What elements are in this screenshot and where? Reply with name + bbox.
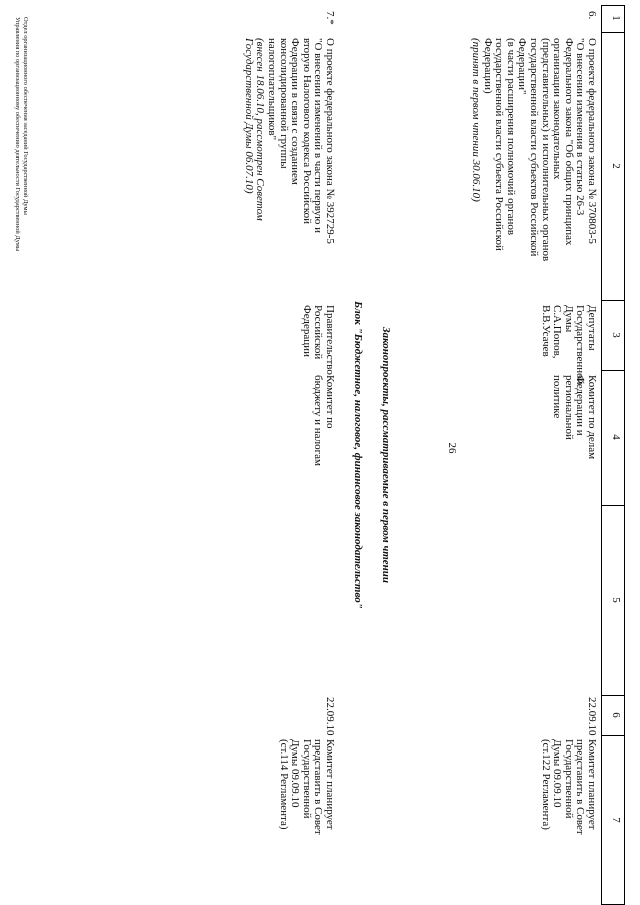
page-number: 26	[446, 442, 458, 454]
document-page	[0, 5, 625, 905]
block-heading: Блок "Бюджетное, налоговое, финансовое законодательство"	[352, 301, 364, 609]
row-7-initiator: Правительство Российской Федерации	[300, 305, 336, 375]
section-heading: Законопроекты, рассматриваемые в первом чтении	[380, 327, 392, 583]
footer-line-2: Управления по организационному обеспечению деятельности Государственной Думы	[14, 17, 21, 252]
row-6-initiator: Депутаты Государственной Думы С.А.Попов, В.В.Усачев	[539, 305, 598, 385]
row-7-bill-title: О проекте федерального закона № 392729-5 "О внесении изменений в части первую и вторую Налогового кодекса Российской Федерации в связи с созданием консолидированной группы налогоплательщиков" (внесен 18.06.10, рассмотрен Советом Государственной Думы 06.07.10)	[242, 38, 336, 244]
row-7-number: 7.*	[324, 11, 336, 25]
footer-line-1: Отдел организационного обеспечения заседаний Государственной Думы	[22, 17, 29, 215]
row-6-remark: Комитет планирует представить в Совет Государственной Думы 09.09.10 (ст.122 Регламента)	[539, 739, 598, 835]
row-7-bill-note-2: Государственной Думы 06.07.10)	[242, 38, 255, 194]
row-7-date: 22.09.10	[324, 697, 336, 736]
row-6-committee: Комитет по делам Федерации и региональной политике	[551, 375, 598, 460]
row-6-date: 22.09.10	[586, 697, 598, 736]
column-number-7: 7	[610, 817, 622, 823]
row-6-bill-title: О проекте федерального закона № 370803-5 "О внесении изменения в статью 26-3 Федерального закона "Об общих принципах организации законодательных (представительных) и исполнительных органов государственной власти субъектов Российской Федерации" (в части расширения полномочий органов государственной власти субъекта Российской Федерации) (принят в первом чтении 30.06.10)	[470, 38, 598, 262]
column-number-2: 2	[610, 163, 622, 169]
row-6-bill-note: (принят в первом чтении 30.06.10)	[470, 38, 483, 202]
row-7-remark: Комитет планирует представить в Совет Государственной Думы 09.09.10 (ст.114 Регламента)	[277, 739, 336, 835]
row-6-number: 6.	[586, 11, 598, 20]
column-number-5: 5	[610, 597, 622, 603]
column-number-6: 6	[610, 712, 622, 718]
column-number-4: 4	[610, 434, 622, 440]
row-7-committee: Комитет по бюджету и налогам	[312, 375, 336, 466]
column-number-3: 3	[610, 332, 622, 338]
row-7-bill-note-1: (внесен 18.06.10, рассмотрен Советом	[254, 38, 267, 221]
column-number-1: 1	[610, 15, 622, 21]
